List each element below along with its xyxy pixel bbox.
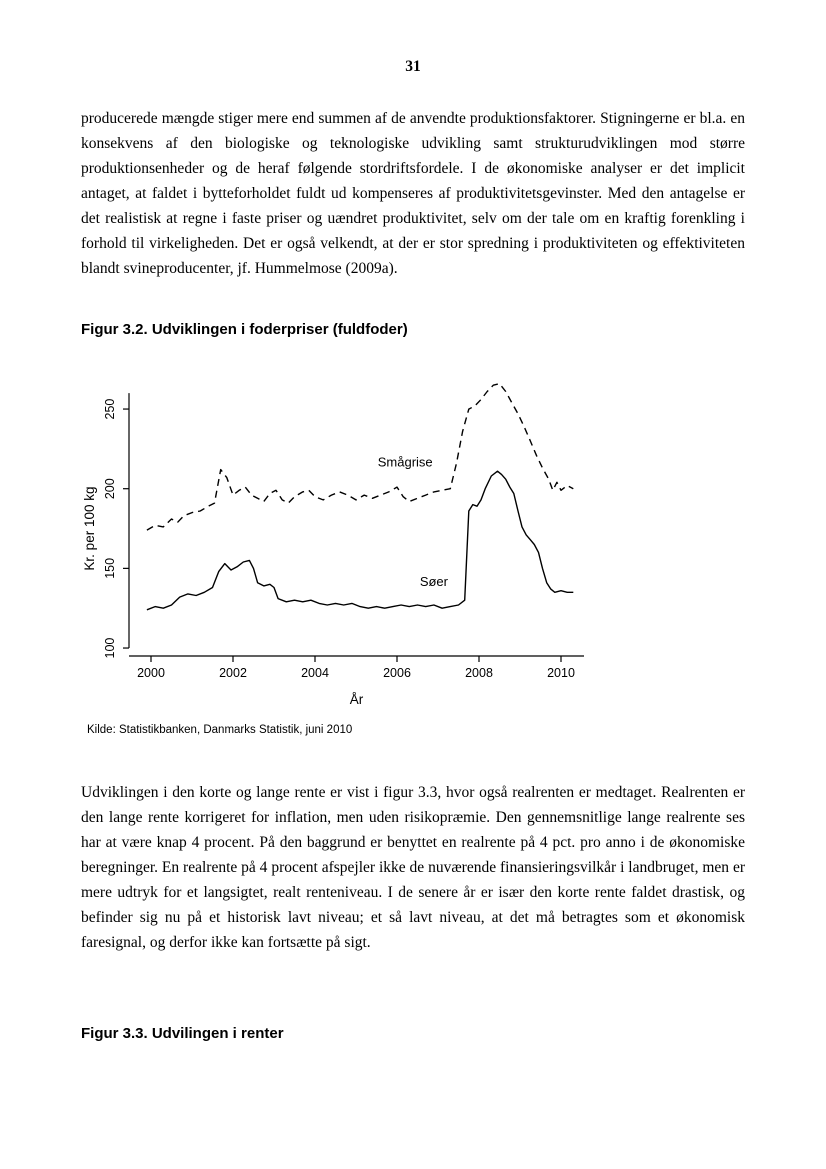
svg-text:2004: 2004 bbox=[301, 666, 329, 680]
svg-text:År: År bbox=[349, 692, 364, 707]
figure-3-2-chart bbox=[81, 364, 745, 724]
svg-text:100: 100 bbox=[103, 637, 117, 659]
svg-text:2010: 2010 bbox=[547, 666, 575, 680]
svg-text:Smågrise: Smågrise bbox=[377, 454, 433, 470]
page-number: 31 bbox=[405, 58, 421, 75]
figure-3-2-caption: Figur 3.2. Udviklingen i foderpriser (fuldfoder) bbox=[81, 321, 408, 338]
svg-text:Søer: Søer bbox=[419, 573, 448, 589]
svg-text:2006: 2006 bbox=[383, 666, 411, 680]
figure-3-3-caption: Figur 3.3. Udvilingen i renter bbox=[81, 1025, 284, 1042]
figure-3-2-source-note: Kilde: Statistikbanken, Danmarks Statistik, juni 2010 bbox=[87, 724, 353, 736]
svg-text:150: 150 bbox=[103, 557, 117, 579]
svg-text:2002: 2002 bbox=[219, 666, 247, 680]
paragraph-productivity: producerede mængde stiger mere end summen af de anvendte produktionsfaktorer. Stigningerne er bl.a. en konsekvens af den biologiske og teknologiske udvikling samt strukturudviklingen mod større produktionsenheder og de heraf følgende stordriftsfordele. I de økonomiske analyser er det implicit antaget, at faldet i bytteforholdet fuldt ud kompenseres af produktivitetsgevinster. Med den antagelse er det realistisk at regne i faste priser og uændret produktivitet, selv om der tale om en kraftig forenkling i forhold til virkeligheden. Det er også velkendt, at der er stor spredning i produktiviteten og effektiviteten blandt svineproducenter, jf. Hummelmose (2009a). bbox=[81, 110, 745, 277]
foderpriser-line-chart bbox=[81, 364, 641, 724]
svg-text:250: 250 bbox=[103, 398, 117, 420]
svg-text:200: 200 bbox=[103, 478, 117, 500]
svg-text:2008: 2008 bbox=[465, 666, 493, 680]
svg-text:2000: 2000 bbox=[137, 666, 165, 680]
svg-text:Kr. per 100 kg: Kr. per 100 kg bbox=[82, 486, 97, 571]
paragraph-renter: Udviklingen i den korte og lange rente er vist i figur 3.3, hvor også realrenten er medtaget. Realrenten er den lange rente korrigeret for inflation, men uden risikopræmie. Den gennemsnitlige lange realrente ses har at være knap 4 procent. På den baggrund er benyttet en realrente på 4 pct. pro anno i de økonomiske beregninger. En realrente på 4 procent afspejler ikke de nuværende finansieringsvilkår i landbruget, men er mere udtryk for et langsigtet, realt renteniveau. I de senere år er især den korte rente faldet drastisk, og befinder sig nu på et historisk lavt niveau; et så lavt niveau, at det må betragtes som et økonomisk faresignal, og derfor ikke kan fortsætte på sigt. bbox=[81, 784, 745, 951]
